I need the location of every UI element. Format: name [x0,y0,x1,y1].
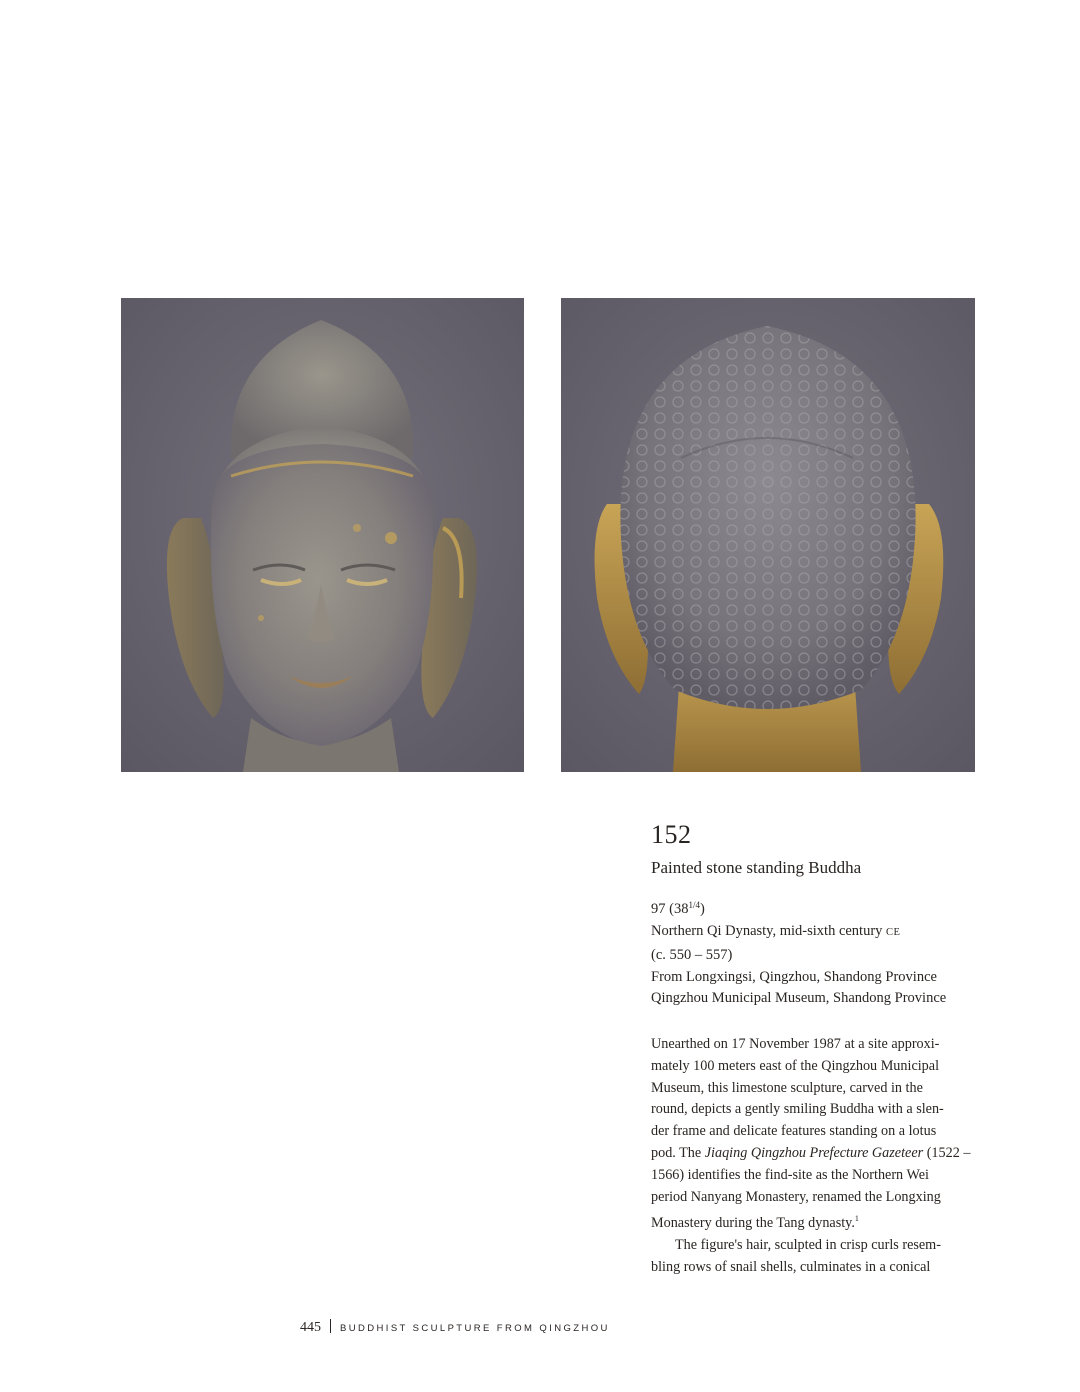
buddha-head-back-image [561,298,975,772]
buddha-head-back-photo [561,298,975,772]
buddha-head-front-photo [121,298,524,772]
body-line: pod. The Jiaqing Qingzhou Prefecture Gazeteer (1522 – [651,1144,971,1161]
dynasty-line: Northern Qi Dynasty, mid-sixth century CE [651,923,901,939]
catalogue-number: 152 [651,820,692,849]
era-mark: CE [886,927,901,938]
collection: Qingzhou Municipal Museum, Shandong Province [651,990,947,1006]
body-line: period Nanyang Monastery, renamed the Longxing [651,1188,941,1205]
object-title: Painted stone standing Buddha [651,858,862,877]
body-line: Museum, this limestone sculpture, carved in the [651,1079,923,1096]
body-line: Monastery during the Tang dynasty.$^1$ [651,1214,859,1232]
date-range: (c. 550 – 557) [651,947,733,963]
body-line: mately 100 meters east of the Qingzhou Municipal [651,1057,940,1074]
buddha-head-front-image [121,298,524,772]
page-number: 445 [300,1320,321,1335]
body-text [651,1034,976,1279]
running-head: BUDDHIST SCULPTURE FROM QINGZHOU [340,1323,610,1334]
dimensions: 97 $(38^{1/4})$ [651,900,705,917]
body-line: The figure's hair, sculpted in crisp curls resem- [675,1237,941,1254]
body-line: 1566) identifies the find-site as the Northern Wei [651,1166,929,1183]
dimension-fraction: 1/4 [688,900,700,910]
gazetteer-title: Jiaqing Qingzhou Prefecture Gazeteer [704,1144,924,1161]
footer-divider [330,1319,331,1333]
object-metadata [651,894,937,988]
body-line: bling rows of snail shells, culminates in a conical [651,1258,931,1275]
body-line: der frame and delicate features standing on a lotus [651,1123,937,1140]
page-footer [300,1319,610,1336]
footnote-marker: 1 [854,1214,859,1224]
provenance: From Longxingsi, Qingzhou, Shandong Province [651,969,937,985]
body-line: Unearthed on 17 November 1987 at a site approxi- [651,1036,940,1052]
body-line: round, depicts a gently smiling Buddha with a slen- [651,1101,944,1118]
